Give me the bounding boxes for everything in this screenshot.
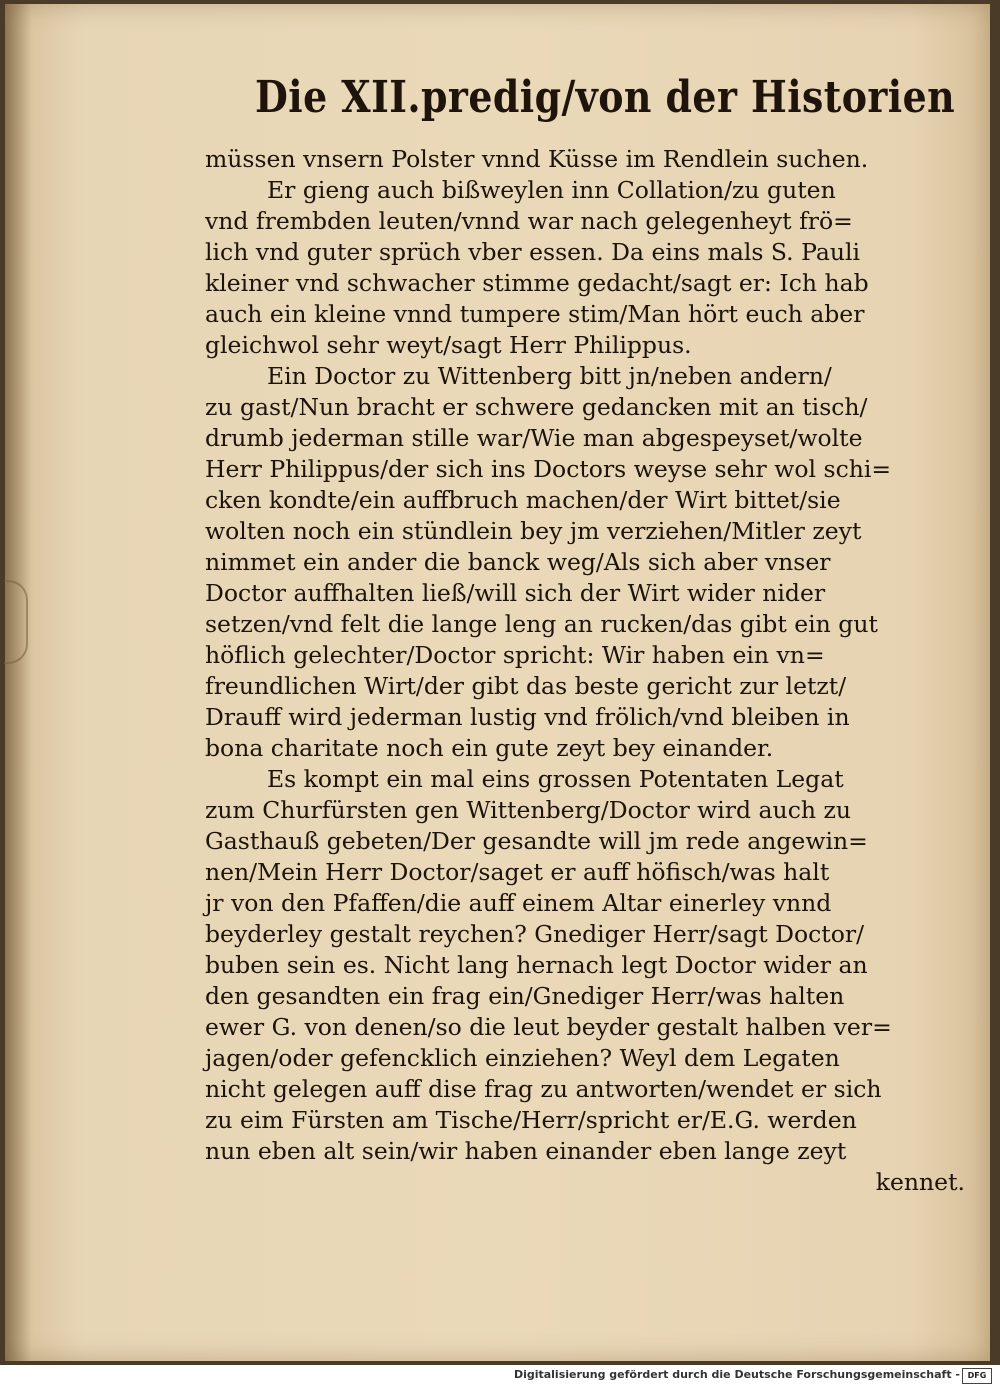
text-line: bona charitate noch ein gute zeyt bey einander. [205, 734, 774, 762]
text-line: drumb jederman stille war/Wie man abgespeyset/wolte [205, 424, 863, 452]
page-gutter-shadow [5, 4, 31, 1361]
text-line: höflich gelechter/Doctor spricht: Wir haben ein vn= [205, 641, 825, 669]
text-line: den gesandten ein frag ein/Gnediger Herr/was halten [205, 982, 845, 1010]
text-line: beyderley gestalt reychen? Gnediger Herr/sagt Doctor/ [205, 920, 865, 948]
text-line: kennet. [875, 1168, 965, 1196]
text-line: Gasthauß gebeten/Der gesandte will jm rede angewin= [205, 827, 868, 855]
text-line: buben sein es. Nicht lang hernach legt Doctor wider an [205, 951, 868, 979]
digitization-credit: Digitalisierung gefördert durch die Deutsche Forschungsgemeinschaft - [513, 1368, 960, 1381]
text-line: jagen/oder gefencklich einziehen? Weyl dem Legaten [205, 1044, 840, 1072]
text-line: Er gieng auch bißweylen inn Collation/zu guten [267, 176, 836, 204]
text-line: freundlichen Wirt/der gibt das beste gericht zur letzt/ [205, 672, 847, 700]
text-line: zu gast/Nun bracht er schwere gedancken mit an tisch/ [205, 393, 868, 421]
text-line: zu eim Fürsten am Tische/Herr/spricht er/E.G. werden [205, 1106, 857, 1134]
text-line: Doctor auffhalten ließ/will sich der Wirt wider nider [205, 579, 826, 607]
text-line: auch ein kleine vnnd tumpere stim/Man hört euch aber [205, 300, 865, 328]
text-line: setzen/vnd felt die lange leng an rucken/das gibt ein gut [205, 610, 878, 638]
text-line: lich vnd guter sprüch vber essen. Da eins mals S. Pauli [205, 238, 861, 266]
text-line: nun eben alt sein/wir haben einander eben lange zeyt [205, 1137, 847, 1165]
text-line: kleiner vnd schwacher stimme gedacht/sagt er: Ich hab [205, 269, 869, 297]
text-line: zum Churfürsten gen Wittenberg/Doctor wird auch zu [205, 796, 851, 824]
text-line: nimmet ein ander die banck weg/Als sich aber vnser [205, 548, 831, 576]
dfg-logo: DFG [962, 1368, 992, 1384]
text-line: wolten noch ein stündlein bey jm verziehen/Mitler zeyt [205, 517, 862, 545]
running-header: Die XII.predig/von der Historien [255, 72, 956, 123]
text-line: müssen vnsern Polster vnnd Küsse im Rendlein suchen. [205, 145, 869, 173]
text-line: Ein Doctor zu Wittenberg bitt jn/neben andern/ [267, 362, 832, 390]
text-line: Es kompt ein mal eins grossen Potentaten Legat [267, 765, 844, 793]
text-line: Herr Philippus/der sich ins Doctors weyse sehr wol schi= [205, 455, 892, 483]
text-line: jr von den Pfaffen/die auff einem Altar einerley vnnd [205, 889, 832, 917]
text-line: vnd frembden leuten/vnnd war nach gelegenheyt frö= [205, 207, 853, 235]
body-text [205, 144, 965, 1198]
page-clip-mark [4, 580, 28, 664]
text-line: nen/Mein Herr Doctor/saget er auff höfisch/was halt [205, 858, 830, 886]
text-line: cken kondte/ein auffbruch machen/der Wirt bittet/sie [205, 486, 841, 514]
text-line: nicht gelegen auff dise frag zu antworten/wendet er sich [205, 1075, 882, 1103]
text-line: Drauff wird jederman lustig vnd frölich/vnd bleiben in [205, 703, 850, 731]
text-line: ewer G. von denen/so die leut beyder gestalt halben ver= [205, 1013, 892, 1041]
text-line: gleichwol sehr weyt/sagt Herr Philippus. [205, 331, 692, 359]
